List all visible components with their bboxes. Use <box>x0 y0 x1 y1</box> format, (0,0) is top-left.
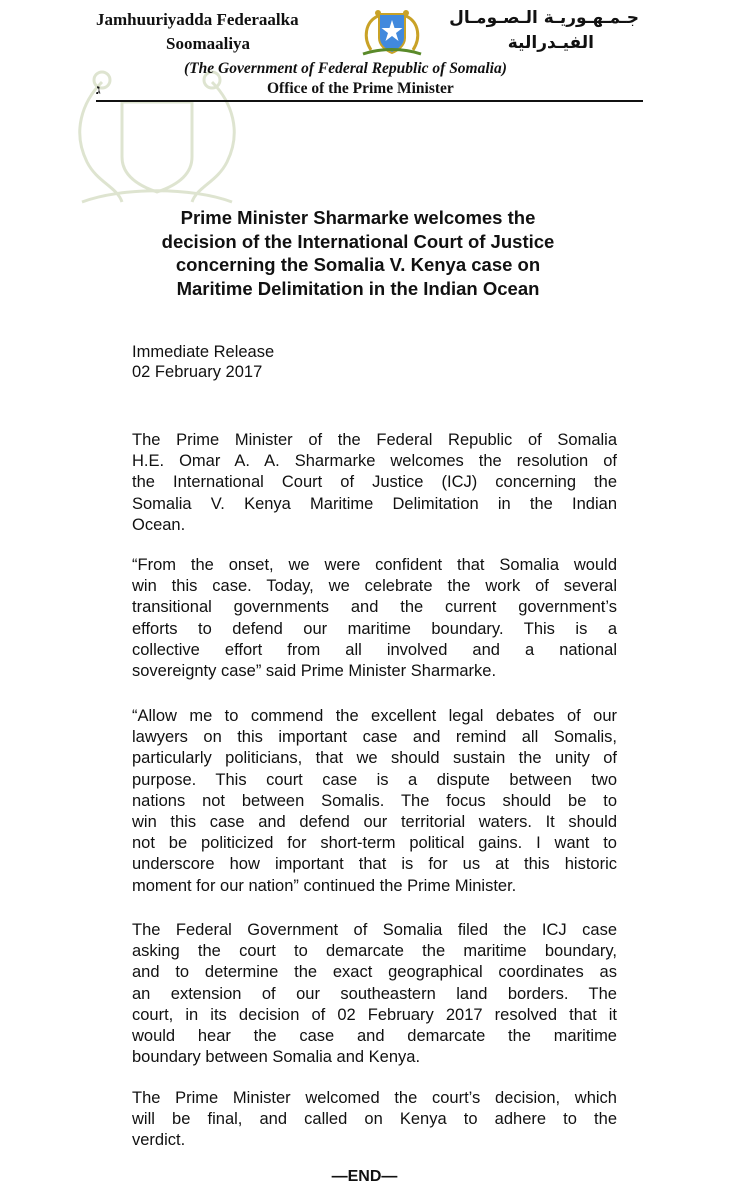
body-paragraph-5 <box>132 1088 617 1152</box>
headline-line: Prime Minister Sharmarke welcomes the <box>180 207 536 228</box>
paragraph-line: transitional governments and the current government’s <box>132 598 617 617</box>
end-marker: —END— <box>331 1168 398 1185</box>
paragraph-line: collective effort from all involved and a national <box>132 640 617 659</box>
body-paragraph-1 <box>132 430 617 536</box>
letterhead-divider <box>96 100 643 102</box>
release-info <box>132 342 274 382</box>
headline-line: concerning the Somalia V. Kenya case on <box>175 254 541 275</box>
paragraph-line: “Allow me to commend the excellent legal debates of our <box>132 707 617 725</box>
paragraph-line: “From the onset, we were confident that Somalia would <box>132 556 617 574</box>
paragraph-line: win this case. Today, we celebrate the work of several <box>132 577 617 596</box>
paragraph-line: will be final, and called on Kenya to adhere to the <box>132 1110 617 1129</box>
paragraph-line: Ocean. <box>132 515 186 534</box>
paragraph-line: verdict. <box>132 1131 186 1150</box>
body-paragraph-4 <box>132 920 617 1068</box>
paragraph-line: particularly politicians, that we should sustain the unity of <box>132 749 617 768</box>
paragraph-line: The Federal Government of Somalia filed the ICJ case <box>132 921 617 939</box>
paragraph-line: nations not between Somalis. The focus should be to <box>132 791 617 810</box>
paragraph-line: not be politicized for short-term political gains. I want to <box>132 834 617 853</box>
paragraph-line: asking the court to demarcate the maritime boundary, <box>132 942 617 961</box>
paragraph-line: moment for our nation” continued the Prime Minister. <box>132 876 517 895</box>
paragraph-line: purpose. This court case is a dispute between two <box>132 770 617 789</box>
emblem-watermark-icon <box>62 62 252 212</box>
paragraph-line: and to determine the exact geographical coordinates as <box>132 963 617 982</box>
paragraph-line: The Prime Minister welcomed the court’s decision, which <box>132 1089 617 1107</box>
paragraph-line: an extension of our southeastern land borders. The <box>132 984 617 1003</box>
somalia-coat-of-arms-icon <box>351 8 433 58</box>
paragraph-line: underscore how important that is for us at this historic <box>132 855 617 874</box>
body-paragraph-3 <box>132 706 617 897</box>
letterhead-arabic-line1: جـمـهـوريـة الـصـومـال <box>449 8 639 28</box>
letterhead-arabic-line2: الفيـدرالية <box>507 33 594 53</box>
release-date: 02 February 2017 <box>132 363 263 381</box>
paragraph-line: Somalia V. Kenya Maritime Delimitation in the Indian <box>132 494 617 513</box>
letterhead-office: Office of the Prime Minister <box>267 80 454 97</box>
release-label: Immediate Release <box>132 343 275 361</box>
letterhead-arabic-name <box>449 6 639 56</box>
letterhead-somali-line1: Jamhuuriyadda Federaalka <box>96 10 299 29</box>
body-paragraph-2 <box>132 555 617 682</box>
letterhead-english-name: (The Government of Federal Republic of Somalia) <box>184 60 507 77</box>
paragraph-line: The Prime Minister of the Federal Republic of Somalia <box>132 431 617 449</box>
paragraph-line: boundary between Somalia and Kenya. <box>132 1048 421 1067</box>
letterhead-somali-line2: Soomaaliya <box>166 34 251 53</box>
paragraph-line: efforts to defend our maritime boundary. This is a <box>132 619 617 638</box>
headline-line: Maritime Delimitation in the Indian Ocean <box>176 277 540 299</box>
paragraph-line: lawyers on this important case and remind all Somalis, <box>132 728 617 747</box>
letterhead-somali-name <box>96 8 299 56</box>
paragraph-line: win this case and defend our territorial waters. It should <box>132 813 617 832</box>
paragraph-line: would hear the case and demarcate the maritime <box>132 1027 617 1046</box>
paragraph-line: sovereignty case” said Prime Minister Sharmarke. <box>132 662 497 681</box>
press-release-headline <box>118 206 598 300</box>
headline-line: decision of the International Court of Justice <box>161 230 555 252</box>
paragraph-line: court, in its decision of 02 February 2017 resolved that it <box>132 1005 617 1024</box>
paragraph-line: the International Court of Justice (ICJ) concerning the <box>132 473 617 492</box>
letterhead-rule-mark: ג <box>96 82 101 98</box>
paragraph-line: H.E. Omar A. A. Sharmarke welcomes the resolution of <box>132 452 617 471</box>
